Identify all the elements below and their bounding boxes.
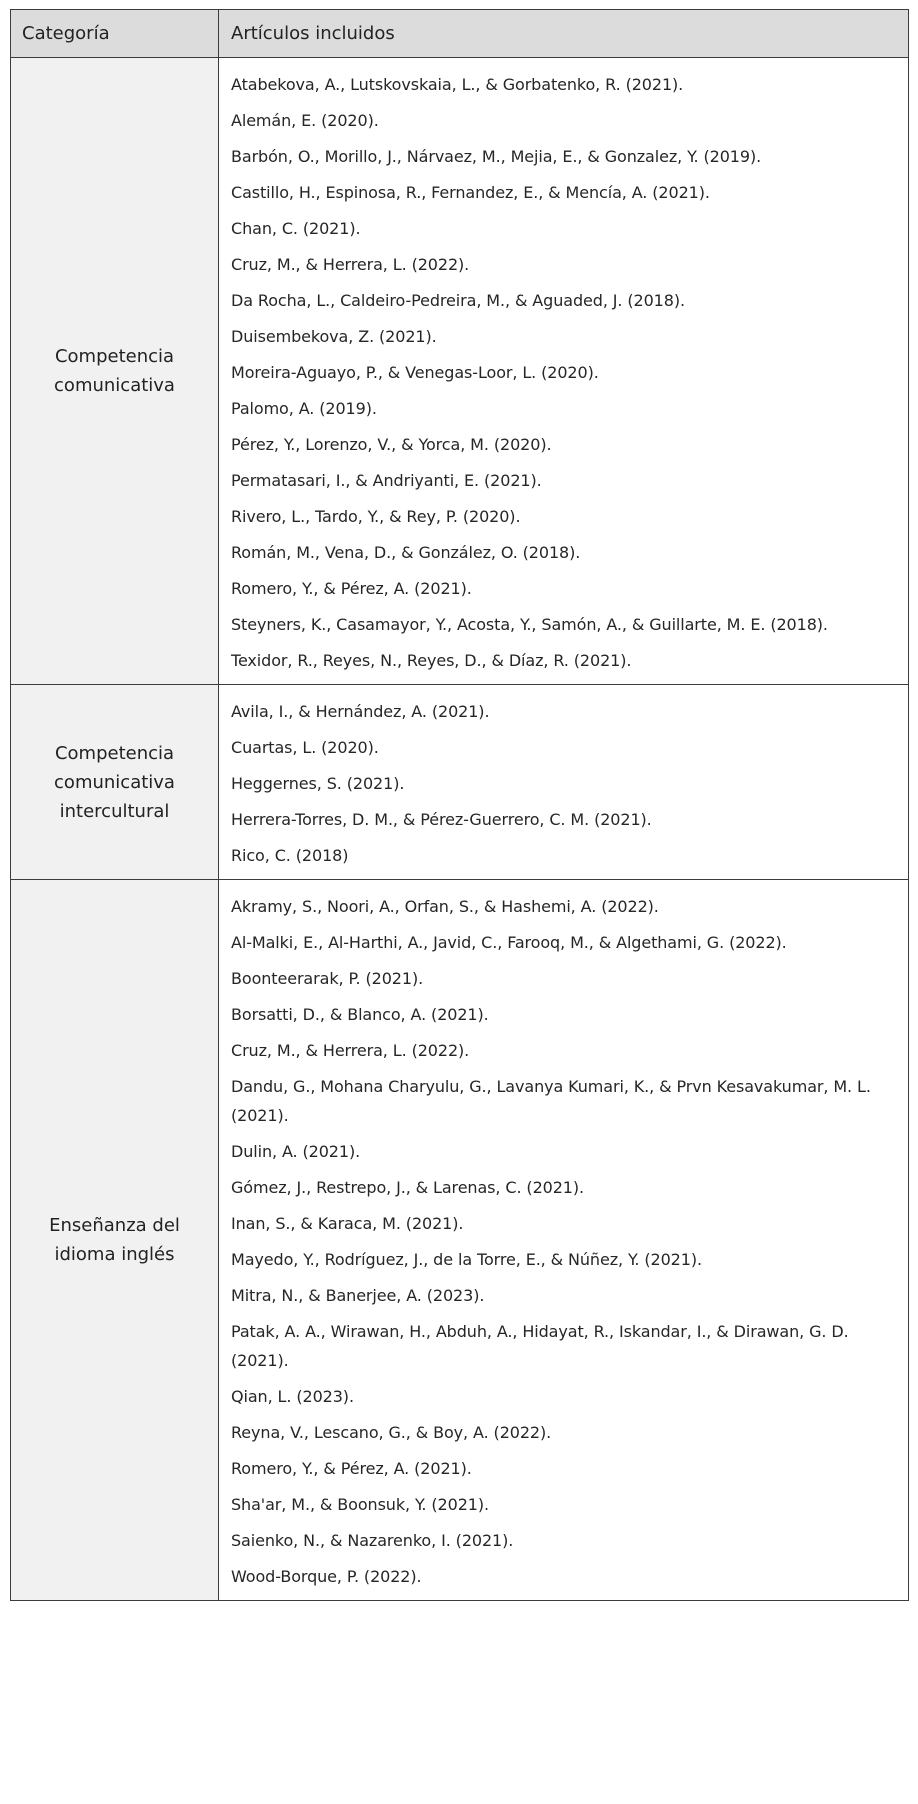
table-header-row	[11, 10, 909, 58]
article-item: Castillo, H., Espinosa, R., Fernandez, E., & Mencía, A. (2021).	[231, 183, 710, 202]
articles-table	[10, 9, 909, 1601]
article-item: Alemán, E. (2020).	[231, 111, 379, 130]
table-row	[11, 880, 909, 1601]
article-item: Avila, I., & Hernández, A. (2021).	[231, 702, 490, 721]
article-item: Cruz, M., & Herrera, L. (2022).	[231, 255, 470, 274]
article-item: Da Rocha, L., Caldeiro-Pedreira, M., & Aguaded, J. (2018).	[231, 291, 685, 310]
category-label: Competencia comunicativa intercultural	[54, 742, 175, 822]
articles-cell	[219, 880, 909, 1601]
article-item: Borsatti, D., & Blanco, A. (2021).	[231, 1005, 489, 1024]
article-item: Duisembekova, Z. (2021).	[231, 327, 437, 346]
article-item: Qian, L. (2023).	[231, 1387, 354, 1406]
article-item: Román, M., Vena, D., & González, O. (2018).	[231, 543, 581, 562]
article-item: Steyners, K., Casamayor, Y., Acosta, Y., Samón, A., & Guillarte, M. E. (2018).	[231, 615, 828, 634]
article-item: Pérez, Y., Lorenzo, V., & Yorca, M. (2020).	[231, 435, 552, 454]
article-item: Sha'ar, M., & Boonsuk, Y. (2021).	[231, 1495, 489, 1514]
article-item: Palomo, A. (2019).	[231, 399, 377, 418]
article-item: Inan, S., & Karaca, M. (2021).	[231, 1214, 464, 1233]
article-item: Rivero, L., Tardo, Y., & Rey, P. (2020).	[231, 507, 521, 526]
category-label: Enseñanza del idioma inglés	[49, 1215, 180, 1265]
article-item: Patak, A. A., Wirawan, H., Abduh, A., Hidayat, R., Iskandar, I., & Dirawan, G. D. (2021).	[231, 1322, 849, 1370]
table-row	[11, 685, 909, 880]
category-cell	[11, 880, 219, 1601]
article-item: Mayedo, Y., Rodríguez, J., de la Torre, E., & Núñez, Y. (2021).	[231, 1250, 702, 1269]
category-label: Competencia comunicativa	[54, 346, 175, 396]
article-item: Dandu, G., Mohana Charyulu, G., Lavanya Kumari, K., & Prvn Kesavakumar, M. L. (2021).	[231, 1077, 871, 1125]
article-item: Cuartas, L. (2020).	[231, 738, 379, 757]
article-item: Atabekova, A., Lutskovskaia, L., & Gorbatenko, R. (2021).	[231, 75, 684, 94]
article-item: Gómez, J., Restrepo, J., & Larenas, C. (2021).	[231, 1178, 585, 1197]
article-item: Chan, C. (2021).	[231, 219, 361, 238]
article-item: Moreira-Aguayo, P., & Venegas-Loor, L. (2020).	[231, 363, 599, 382]
article-item: Saienko, N., & Nazarenko, I. (2021).	[231, 1531, 514, 1550]
article-item: Romero, Y., & Pérez, A. (2021).	[231, 1459, 472, 1478]
table-row	[11, 58, 909, 685]
article-item: Cruz, M., & Herrera, L. (2022).	[231, 1041, 470, 1060]
article-item: Herrera-Torres, D. M., & Pérez-Guerrero, C. M. (2021).	[231, 810, 652, 829]
article-item: Boonteerarak, P. (2021).	[231, 969, 424, 988]
category-cell	[11, 685, 219, 880]
article-item: Akramy, S., Noori, A., Orfan, S., & Hashemi, A. (2022).	[231, 897, 659, 916]
articles-table-container	[10, 9, 908, 1601]
header-articles: Artículos incluidos	[219, 10, 909, 58]
articles-cell	[219, 685, 909, 880]
article-item: Heggernes, S. (2021).	[231, 774, 405, 793]
articles-cell	[219, 58, 909, 685]
article-item: Wood-Borque, P. (2022).	[231, 1567, 422, 1586]
article-item: Reyna, V., Lescano, G., & Boy, A. (2022).	[231, 1423, 552, 1442]
article-item: Permatasari, I., & Andriyanti, E. (2021).	[231, 471, 542, 490]
article-item: Al-Malki, E., Al-Harthi, A., Javid, C., Farooq, M., & Algethami, G. (2022).	[231, 933, 787, 952]
header-category: Categoría	[11, 10, 219, 58]
article-item: Texidor, R., Reyes, N., Reyes, D., & Díaz, R. (2021).	[231, 651, 632, 670]
article-item: Rico, C. (2018)	[231, 846, 349, 865]
article-item: Barbón, O., Morillo, J., Nárvaez, M., Mejia, E., & Gonzalez, Y. (2019).	[231, 147, 762, 166]
article-item: Mitra, N., & Banerjee, A. (2023).	[231, 1286, 485, 1305]
article-item: Romero, Y., & Pérez, A. (2021).	[231, 579, 472, 598]
article-item: Dulin, A. (2021).	[231, 1142, 361, 1161]
category-cell	[11, 58, 219, 685]
